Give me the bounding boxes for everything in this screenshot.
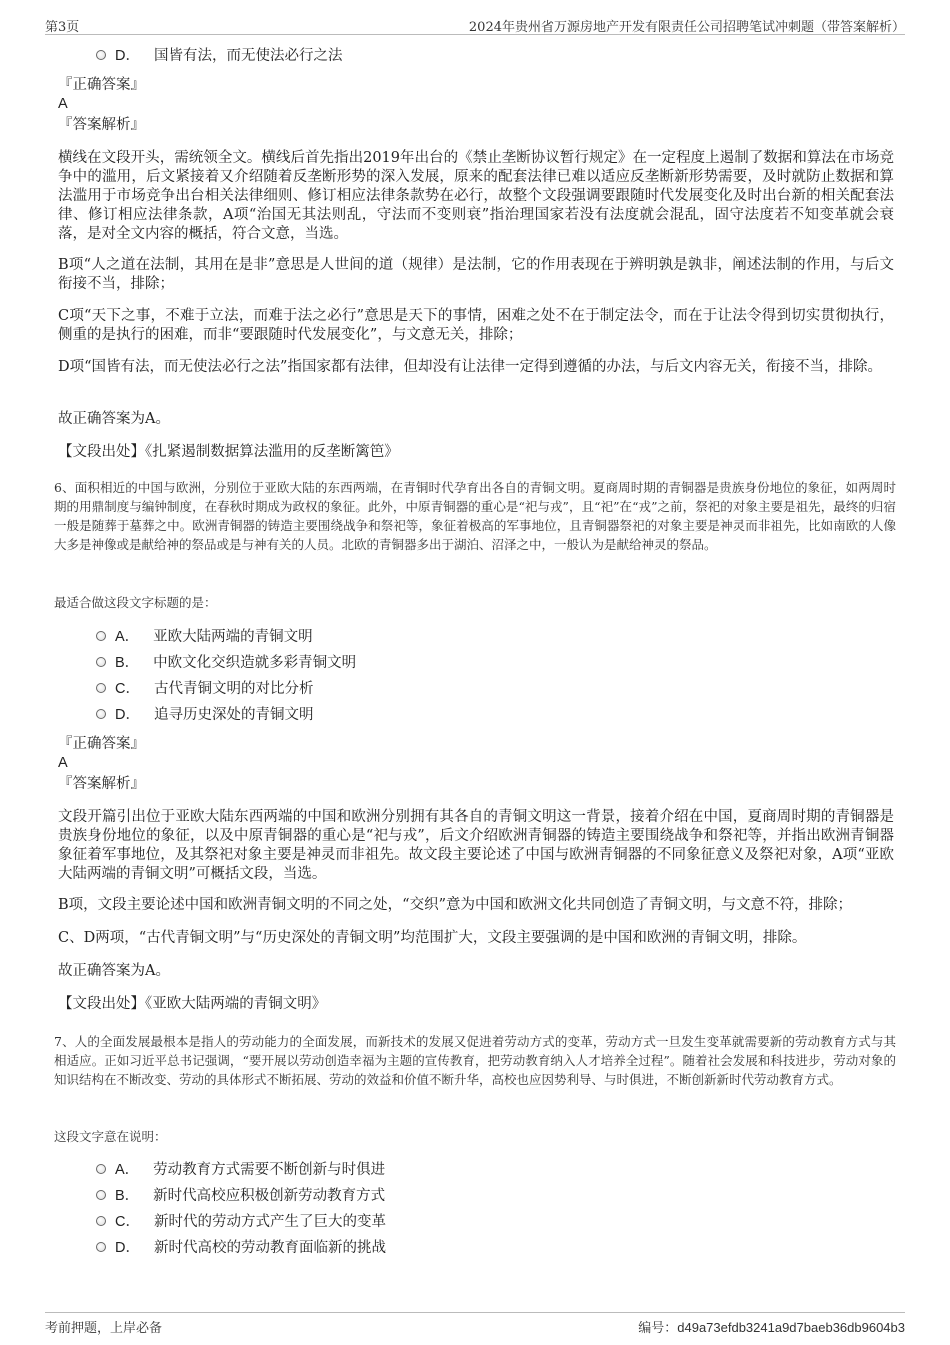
footer-slogan: 考前押题，上岸必备 — [45, 1321, 163, 1336]
q7-option-b[interactable]: B． 新时代高校应积极创新劳动教育方式 — [96, 1186, 385, 1206]
q5-analysis-label: 『答案解析』 — [58, 117, 145, 133]
q6-option-b[interactable]: B． 中欧文化交织造就多彩青铜文明 — [96, 653, 356, 673]
radio-icon[interactable] — [96, 1190, 106, 1200]
document-title: 2024年贵州省万源房地产开发有限责任公司招聘笔试冲刺题（带答案解析） — [468, 20, 905, 35]
q5-analysis-p4: D项“国皆有法，而无使法必行之法”指国家都有法律，但却没有让法律一定得到遵循的办法，与后文内容无关，衔接不当，排除。 — [58, 359, 882, 375]
q6-analysis-p2: B项，文段主要论述中国和欧洲青铜文明的不同之处，“交织”意为中国和欧洲文化共同创造了青铜文明，与文意不符，排除； — [58, 897, 852, 913]
q5-analysis-p1: 横线在文段开头，需统领全文。横线后首先指出2019年出台的《禁止垄断协议暂行规定》在一定程度上遏制了数据和算法在市场竞争中的滥用，后文紧接着又介绍随着反垄断形势的深入发展，原来的配套法律已难以适应反垄断新形势需要，及时就防止数据和算法滥用于市场竞争出台相关法律细则、修订相应法律条款势在必行，故整个文段强调要跟随时代发展变化及时出台新的相关配套法律、修订相应法律条款，A项“治国无其法则乱，守法而不变则衰”指治理国家若没有法度就会混乱，固守法度若不知变革就会衰落，是对全文内容的概括，符合文意，当选。 — [58, 150, 894, 242]
q6-analysis-p1: 文段开篇引出位于亚欧大陆东西两端的中国和欧洲分别拥有其各自的青铜文明这一背景，接着介绍在中国，夏商周时期的青铜器是贵族身份地位的象征，以及中原青铜器的重心是“祀与戎”，后文介绍欧洲青铜器的铸造主要围绕战争和祭祀等，并指出欧洲青铜器象征着军事地位，及其祭祀对象主要是神灵而非祖先。故文段主要论述了中国与欧洲青铜器的不同象征意义及祭祀对象，A项“亚欧大陆两端的青铜文明”可概括文段，当选。 — [58, 809, 894, 882]
code-value: d49a73efdb3241a9d7baeb36db9604b3 — [677, 1320, 905, 1335]
q6-option-c[interactable]: C． 古代青铜文明的对比分析 — [96, 679, 313, 699]
q6-source: 【文段出处】《亚欧大陆两端的青铜文明》 — [58, 996, 327, 1012]
q6-analysis-p3: C、D两项，“古代青铜文明”与“历史深处的青铜文明”均范围扩大，文段主要强调的是中国和欧洲的青铜文明，排除。 — [58, 930, 807, 946]
page-number: 第3页 — [45, 20, 80, 35]
radio-icon[interactable] — [96, 1164, 106, 1174]
radio-icon[interactable] — [96, 709, 106, 719]
q6-correct-label: 『正确答案』 — [58, 736, 145, 752]
radio-icon[interactable] — [96, 657, 106, 667]
q7-option-c[interactable]: C． 新时代的劳动方式产生了巨大的变革 — [96, 1212, 386, 1232]
radio-icon[interactable] — [96, 631, 106, 641]
document-code — [638, 1317, 905, 1336]
q7-option-d[interactable]: D． 新时代高校的劳动教育面临新的挑战 — [96, 1238, 386, 1258]
q5-answer: A — [58, 96, 68, 112]
q7-option-a[interactable]: A． 劳动教育方式需要不断创新与时俱进 — [96, 1160, 385, 1180]
q5-option-d[interactable]: D． 国皆有法，而无使法必行之法 — [96, 46, 342, 66]
radio-icon[interactable] — [96, 1242, 106, 1252]
code-label: 编号： — [638, 1321, 678, 1336]
q5-correct-label: 『正确答案』 — [58, 77, 145, 93]
q6-option-d[interactable]: D． 追寻历史深处的青铜文明 — [96, 705, 313, 725]
q5-analysis-p2: B项“人之道在法制，其用在是非”意思是人世间的道（规律）是法制，它的作用表现在于辨明孰是孰非，阐述法制的作用，与后文衔接不当，排除； — [58, 257, 894, 292]
q6-analysis-label: 『答案解析』 — [58, 776, 145, 792]
page-footer — [45, 1312, 905, 1337]
q6-prompt: 最适合做这段文字标题的是： — [54, 595, 217, 610]
q5-analysis-p3: C项“天下之事，不难于立法，而难于法之必行”意思是天下的事情，困难之处不在于制定法令，而在于让法令得到切实贯彻执行，侧重的是执行的困难，而非“要跟随时代发展变化”，与文意无关，排除； — [58, 308, 894, 343]
q5-source: 【文段出处】《扎紧遏制数据算法滥用的反垄断篱笆》 — [58, 444, 399, 460]
q5-conclusion: 故正确答案为A。 — [58, 411, 170, 427]
page-header — [45, 12, 905, 35]
radio-icon[interactable] — [96, 50, 106, 60]
radio-icon[interactable] — [96, 1216, 106, 1226]
q6-question: 6、面积相近的中国与欧洲，分别位于亚欧大陆的东西两端，在青铜时代孕育出各自的青铜文明。夏商周时期的青铜器是贵族身份地位的象征，如两周时期的用鼎制度与编钟制度，在春秋时期成为政权的象征。此外，中原青铜器的重心是“祀与戎”，且“祀”在“戎”之前，祭祀的对象主要是祖先，最终的归宿一般是随葬于墓葬之中。欧洲青铜器的铸造主要围绕战争和祭祀等，象征着极高的军事地位，且青铜器祭祀的对象主要是神灵而非祖先，比如南欧的人像大多是神像或是献给神的祭品或是与神有关的人员。北欧的青铜器多出于湖泊、沼泽之中，一般认为是献给神灵的祭品。 — [54, 480, 896, 552]
q6-conclusion: 故正确答案为A。 — [58, 963, 170, 979]
radio-icon[interactable] — [96, 683, 106, 693]
q6-answer: A — [58, 755, 68, 771]
q6-option-a[interactable]: A． 亚欧大陆两端的青铜文明 — [96, 627, 313, 647]
q7-question: 7、人的全面发展最根本是指人的劳动能力的全面发展，而新技术的发展又促进着劳动方式的变革，劳动方式一旦发生变革就需要新的劳动教育方式与其相适应。正如习近平总书记强调，“要开展以劳动创造幸福为主题的宣传教育，把劳动教育纳入人才培养全过程”。随着社会发展和科技进步，劳动对象的知识结构在不断改变、劳动的具体形式不断拓展、劳动的效益和价值不断升华，高校也应因势利导、与时俱进，不断创新新时代劳动教育方式。 — [54, 1034, 896, 1087]
q7-prompt: 这段文字意在说明： — [54, 1129, 167, 1144]
